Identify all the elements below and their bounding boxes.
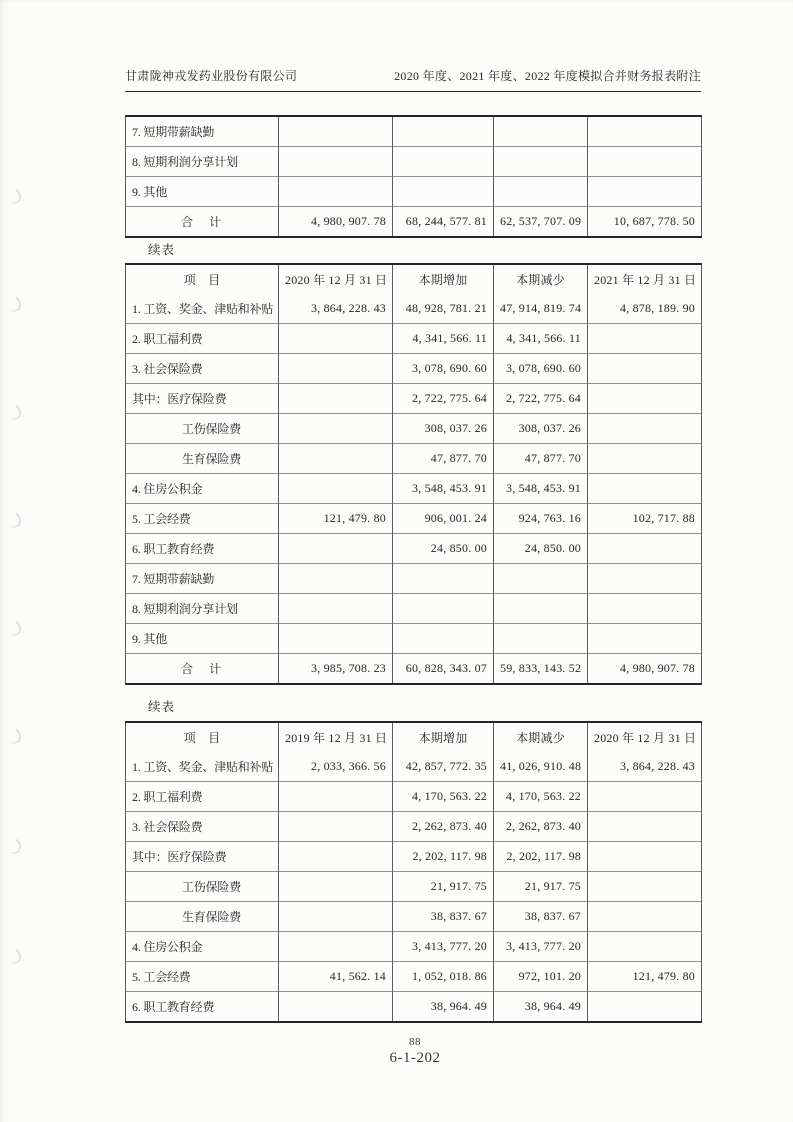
value-cell: 121, 479. 80	[588, 962, 702, 992]
scan-artifact	[5, 294, 24, 314]
table-row	[126, 962, 702, 992]
item-label-cell: 5. 工会经费	[126, 962, 279, 992]
value-cell: 2, 202, 117. 98	[393, 842, 494, 872]
value-cell: 2, 033, 366. 56	[279, 752, 393, 782]
value-cell	[588, 992, 702, 1023]
value-cell: 3, 413, 777. 20	[494, 932, 588, 962]
value-cell	[588, 116, 702, 147]
value-cell: 2, 202, 117. 98	[494, 842, 588, 872]
item-label-cell: 工伤保险费	[126, 414, 279, 444]
value-cell: 4, 170, 563. 22	[393, 782, 494, 812]
value-cell: 4, 170, 563. 22	[494, 782, 588, 812]
column-header: 2020 年 12 月 31 日	[588, 722, 702, 752]
company-name: 甘肃陇神戎发药业股份有限公司	[125, 69, 298, 83]
column-header: 本期减少	[494, 264, 588, 294]
item-label-cell: 5. 工会经费	[126, 504, 279, 534]
value-cell	[494, 564, 588, 594]
value-cell	[494, 147, 588, 177]
table-header-row	[126, 264, 702, 294]
table-row	[126, 354, 702, 384]
column-header: 本期增加	[393, 264, 494, 294]
value-cell: 3, 078, 690. 60	[494, 354, 588, 384]
value-cell	[279, 384, 393, 414]
value-cell: 102, 717. 88	[588, 504, 702, 534]
table-row	[126, 872, 702, 902]
value-cell	[279, 564, 393, 594]
item-label-cell: 7. 短期带薪缺勤	[126, 564, 279, 594]
column-header-item: 项 目	[126, 722, 279, 752]
value-cell	[588, 354, 702, 384]
employee-benefits-table-part1	[125, 115, 702, 238]
item-label-cell: 7. 短期带薪缺勤	[126, 116, 279, 147]
table-row	[126, 147, 702, 177]
value-cell: 10, 687, 778. 50	[588, 207, 702, 238]
value-cell: 2, 722, 775. 64	[393, 384, 494, 414]
table-row	[126, 624, 702, 654]
value-cell: 48, 928, 781. 21	[393, 294, 494, 324]
item-label-cell: 1. 工资、奖金、津贴和补贴	[126, 294, 279, 324]
page-header	[125, 67, 701, 92]
value-cell	[279, 414, 393, 444]
value-cell	[279, 932, 393, 962]
value-cell	[588, 782, 702, 812]
item-label-cell: 1. 工资、奖金、津贴和补贴	[126, 752, 279, 782]
value-cell	[279, 782, 393, 812]
value-cell	[279, 177, 393, 207]
item-label-cell: 9. 其他	[126, 624, 279, 654]
scan-artifact	[5, 946, 24, 966]
value-cell: 3, 413, 777. 20	[393, 932, 494, 962]
value-cell	[588, 474, 702, 504]
value-cell	[279, 624, 393, 654]
value-cell: 38, 964. 49	[494, 992, 588, 1023]
scan-artifact	[5, 836, 24, 856]
value-cell	[494, 116, 588, 147]
value-cell	[588, 444, 702, 474]
item-label-cell: 其中：医疗保险费	[126, 384, 279, 414]
value-cell	[279, 842, 393, 872]
value-cell	[279, 116, 393, 147]
value-cell	[279, 594, 393, 624]
table-row	[126, 324, 702, 354]
item-label-cell: 6. 职工教育经费	[126, 534, 279, 564]
item-label-cell: 4. 住房公积金	[126, 932, 279, 962]
table-row	[126, 932, 702, 962]
value-cell: 24, 850. 00	[494, 534, 588, 564]
value-cell	[279, 992, 393, 1023]
value-cell: 38, 964. 49	[393, 992, 494, 1023]
value-cell: 1, 052, 018. 86	[393, 962, 494, 992]
value-cell: 4, 341, 566. 11	[393, 324, 494, 354]
value-cell: 972, 101. 20	[494, 962, 588, 992]
item-label-cell: 9. 其他	[126, 177, 279, 207]
value-cell	[588, 324, 702, 354]
item-label-cell: 合 计	[126, 207, 279, 238]
column-header: 本期增加	[393, 722, 494, 752]
table-row	[126, 504, 702, 534]
value-cell	[279, 812, 393, 842]
value-cell: 41, 562. 14	[279, 962, 393, 992]
table-row	[126, 594, 702, 624]
doc-number: 6-1-202	[389, 1050, 441, 1066]
value-cell	[393, 177, 494, 207]
value-cell	[588, 147, 702, 177]
table-header-row	[126, 722, 702, 752]
value-cell	[279, 534, 393, 564]
value-cell	[393, 624, 494, 654]
value-cell	[494, 177, 588, 207]
scan-artifact	[5, 186, 24, 206]
value-cell	[279, 474, 393, 504]
value-cell	[588, 177, 702, 207]
value-cell	[588, 564, 702, 594]
table-row	[126, 207, 702, 238]
value-cell: 38, 837. 67	[494, 902, 588, 932]
value-cell: 2, 722, 775. 64	[494, 384, 588, 414]
value-cell	[494, 624, 588, 654]
value-cell	[279, 872, 393, 902]
table-row	[126, 782, 702, 812]
item-label-cell: 2. 职工福利费	[126, 782, 279, 812]
value-cell: 308, 037. 26	[494, 414, 588, 444]
table-row	[126, 992, 702, 1023]
value-cell	[588, 384, 702, 414]
value-cell	[393, 564, 494, 594]
value-cell: 47, 914, 819. 74	[494, 294, 588, 324]
item-label-cell: 生育保险费	[126, 444, 279, 474]
value-cell	[588, 534, 702, 564]
value-cell: 24, 850. 00	[393, 534, 494, 564]
column-header: 2020 年 12 月 31 日	[279, 264, 393, 294]
value-cell	[279, 147, 393, 177]
value-cell: 47, 877. 70	[494, 444, 588, 474]
value-cell: 4, 341, 566. 11	[494, 324, 588, 354]
item-label-cell: 工伤保险费	[126, 872, 279, 902]
value-cell	[588, 872, 702, 902]
report-title: 2020 年度、2021 年度、2022 年度模拟合并财务报表附注	[394, 69, 701, 83]
item-label-cell: 4. 住房公积金	[126, 474, 279, 504]
value-cell: 3, 985, 708. 23	[279, 654, 393, 685]
value-cell: 21, 917. 75	[494, 872, 588, 902]
value-cell: 308, 037. 26	[393, 414, 494, 444]
value-cell: 2, 262, 873. 40	[494, 812, 588, 842]
value-cell	[279, 354, 393, 384]
item-label-cell: 8. 短期利润分享计划	[126, 594, 279, 624]
item-label-cell: 3. 社会保险费	[126, 354, 279, 384]
value-cell: 60, 828, 343. 07	[393, 654, 494, 685]
value-cell	[588, 932, 702, 962]
value-cell: 3, 864, 228. 43	[279, 294, 393, 324]
value-cell	[588, 812, 702, 842]
column-header: 2019 年 12 月 31 日	[279, 722, 393, 752]
table-row	[126, 444, 702, 474]
scan-artifact	[5, 726, 24, 746]
value-cell	[588, 842, 702, 872]
value-cell	[393, 147, 494, 177]
value-cell: 42, 857, 772. 35	[393, 752, 494, 782]
table-row	[126, 384, 702, 414]
table-row	[126, 842, 702, 872]
table-row	[126, 474, 702, 504]
value-cell: 3, 078, 690. 60	[393, 354, 494, 384]
value-cell	[588, 902, 702, 932]
value-cell: 2, 262, 873. 40	[393, 812, 494, 842]
item-label-cell: 其中：医疗保险费	[126, 842, 279, 872]
continuation-label-2: 续表	[148, 700, 176, 714]
value-cell: 59, 833, 143. 52	[494, 654, 588, 685]
value-cell: 121, 479. 80	[279, 504, 393, 534]
value-cell: 41, 026, 910. 48	[494, 752, 588, 782]
value-cell: 38, 837. 67	[393, 902, 494, 932]
item-label-cell: 3. 社会保险费	[126, 812, 279, 842]
value-cell: 68, 244, 577. 81	[393, 207, 494, 238]
page-footer	[125, 1036, 705, 1067]
item-label-cell: 6. 职工教育经费	[126, 992, 279, 1023]
page-number: 88	[409, 1036, 421, 1048]
value-cell	[279, 444, 393, 474]
value-cell	[588, 624, 702, 654]
column-header: 2021 年 12 月 31 日	[588, 264, 702, 294]
table-row	[126, 116, 702, 147]
continuation-label-1: 续表	[148, 243, 176, 257]
value-cell: 4, 980, 907. 78	[588, 654, 702, 685]
value-cell: 906, 001. 24	[393, 504, 494, 534]
value-cell	[393, 116, 494, 147]
scan-artifact	[5, 510, 24, 530]
value-cell	[494, 594, 588, 624]
table-row	[126, 294, 702, 324]
value-cell: 3, 548, 453. 91	[393, 474, 494, 504]
value-cell: 4, 980, 907. 78	[279, 207, 393, 238]
value-cell	[279, 902, 393, 932]
employee-benefits-table-2020	[125, 721, 702, 1023]
table-row	[126, 177, 702, 207]
value-cell: 924, 763. 16	[494, 504, 588, 534]
table-row	[126, 534, 702, 564]
item-label-cell: 2. 职工福利费	[126, 324, 279, 354]
table-row	[126, 414, 702, 444]
table-row	[126, 564, 702, 594]
scan-artifact	[5, 618, 24, 638]
value-cell	[588, 594, 702, 624]
value-cell: 62, 537, 707. 09	[494, 207, 588, 238]
value-cell: 47, 877. 70	[393, 444, 494, 474]
value-cell	[279, 324, 393, 354]
table-row	[126, 902, 702, 932]
value-cell: 3, 864, 228. 43	[588, 752, 702, 782]
scan-artifact	[5, 402, 24, 422]
value-cell: 3, 548, 453. 91	[494, 474, 588, 504]
item-label-cell: 生育保险费	[126, 902, 279, 932]
table-row	[126, 752, 702, 782]
table-row	[126, 654, 702, 685]
value-cell: 4, 878, 189. 90	[588, 294, 702, 324]
value-cell	[588, 414, 702, 444]
column-header-item: 项 目	[126, 264, 279, 294]
value-cell	[393, 594, 494, 624]
item-label-cell: 8. 短期利润分享计划	[126, 147, 279, 177]
table-row	[126, 812, 702, 842]
column-header: 本期减少	[494, 722, 588, 752]
employee-benefits-table-2021	[125, 263, 702, 685]
value-cell: 21, 917. 75	[393, 872, 494, 902]
item-label-cell: 合 计	[126, 654, 279, 685]
